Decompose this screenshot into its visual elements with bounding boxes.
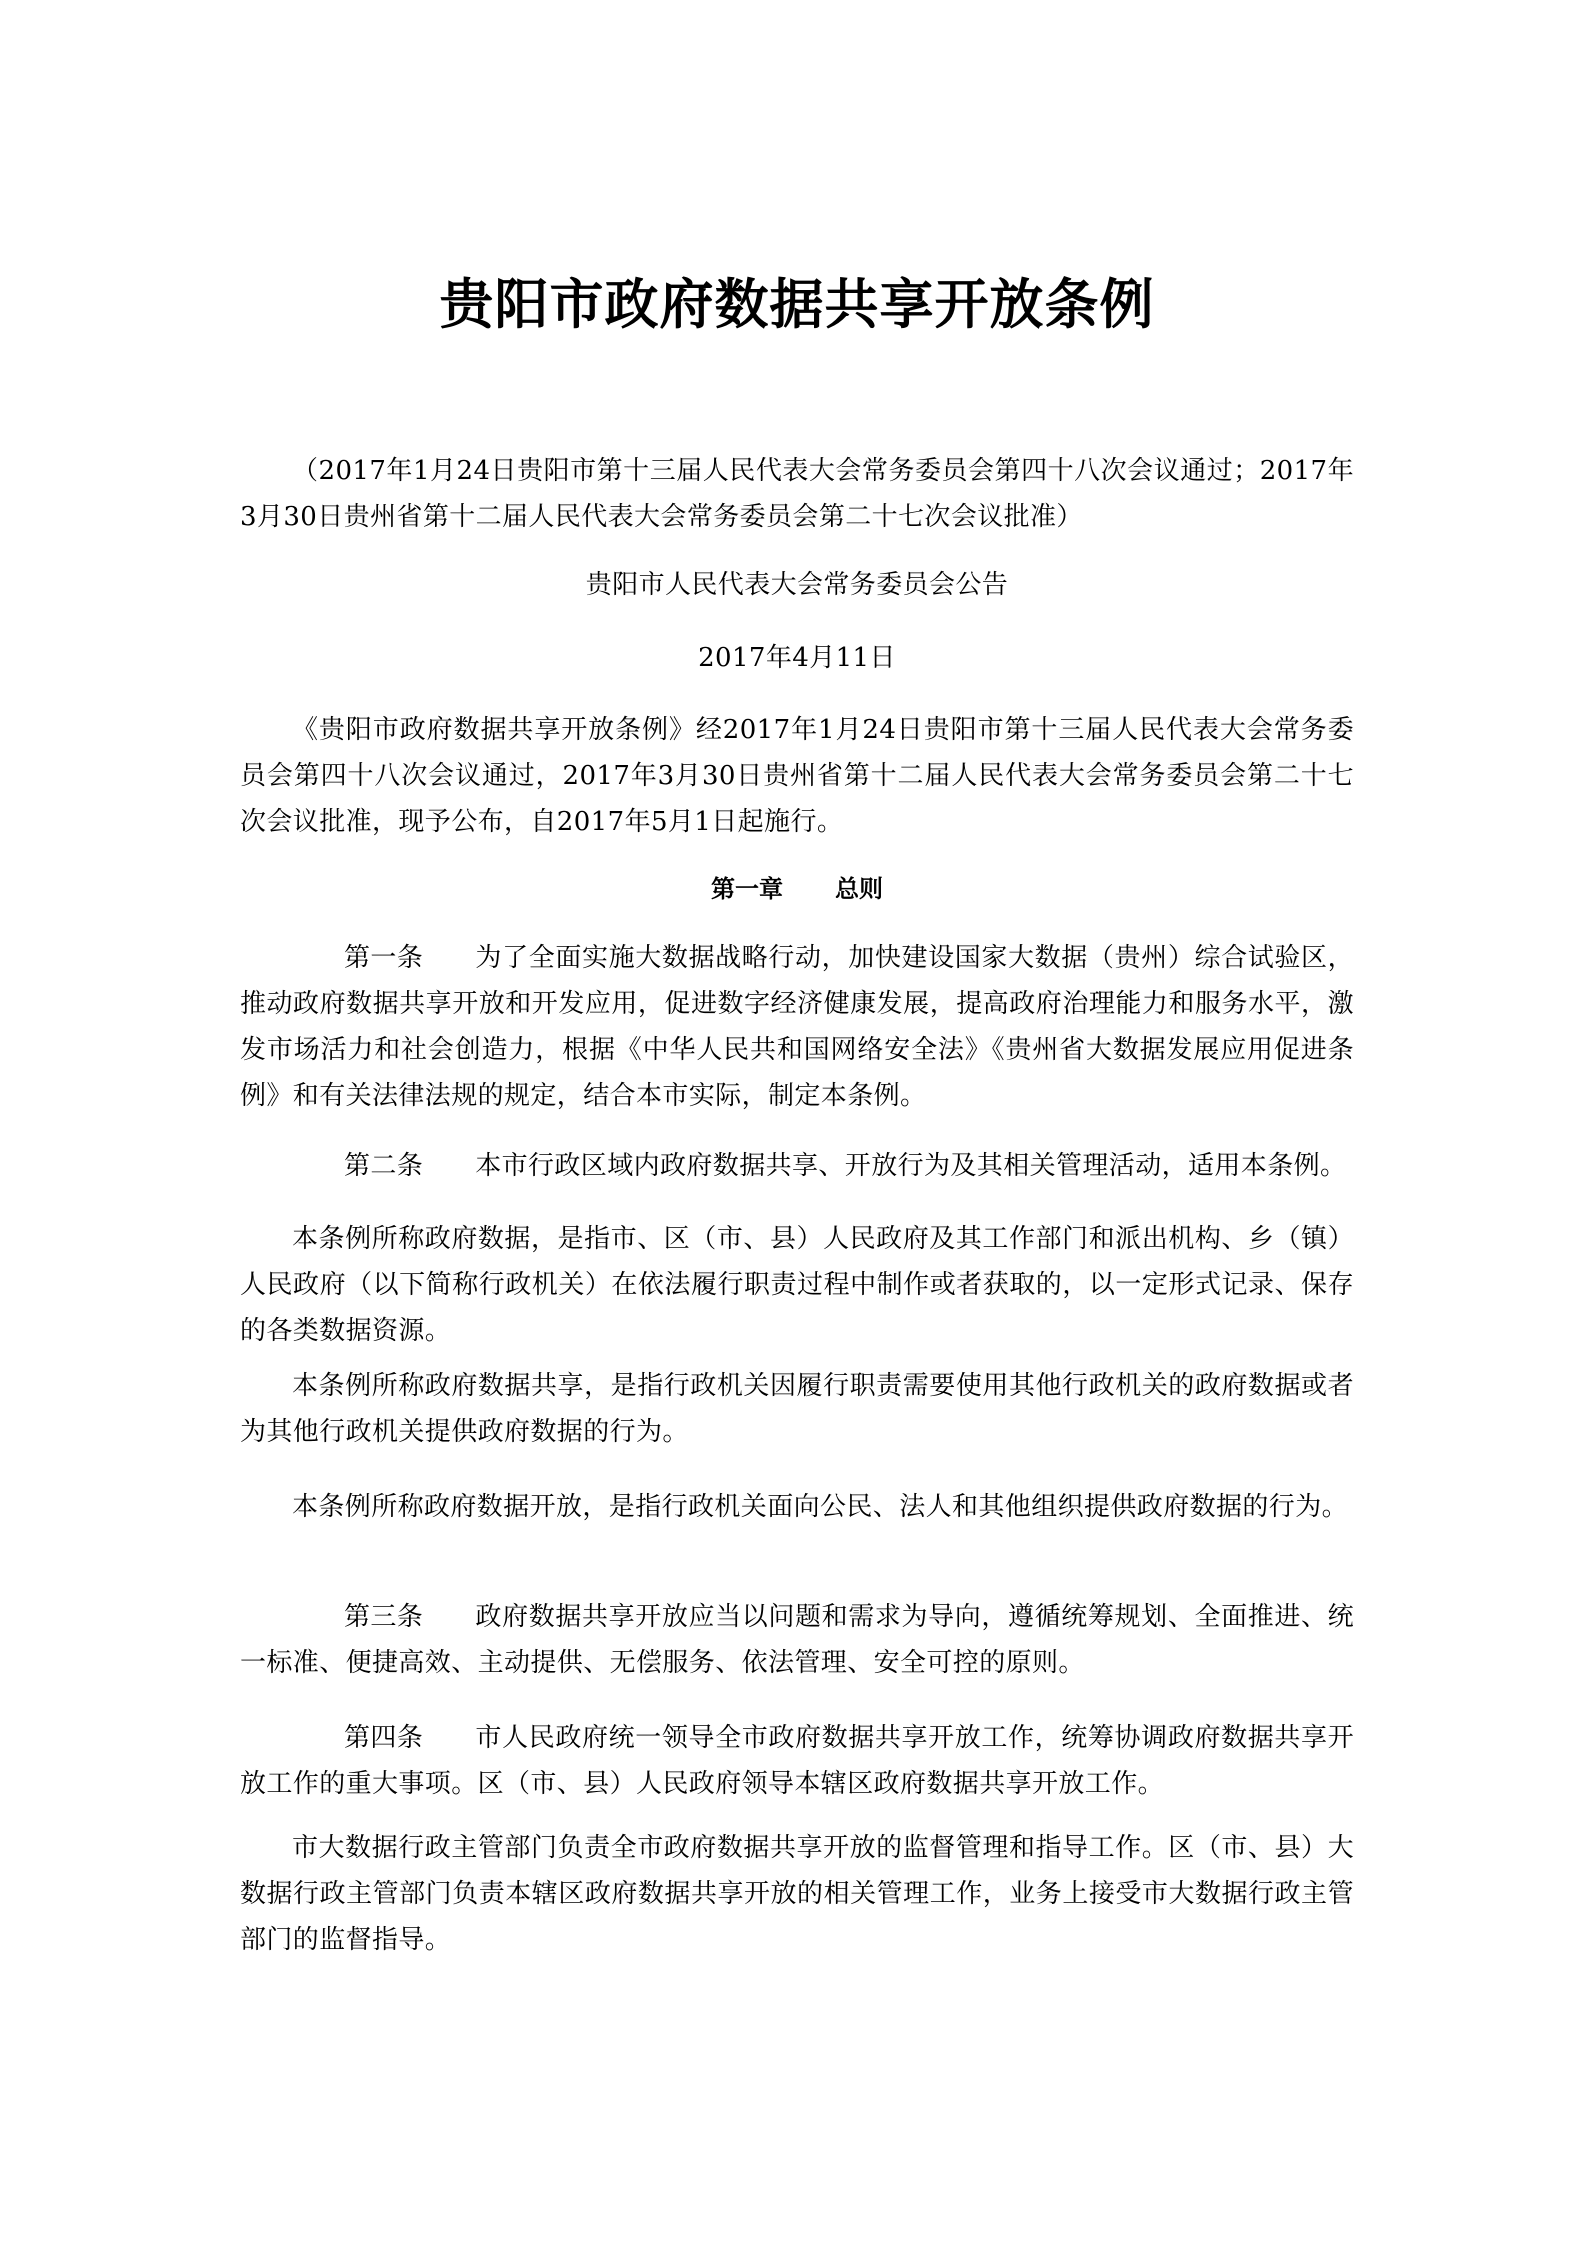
article-4-clause-2: 市大数据行政主管部门负责全市政府数据共享开放的监督管理和指导工作。区（市、县）大数据行政主管部门负责本辖区政府数据共享开放的相关管理工作，业务上接受市大数据行政主管部门的监督指导。 (240, 1833, 1354, 1955)
article-number: 第三条 (344, 1602, 424, 1632)
article-text: 政府数据共享开放应当以问题和需求为导向，遵循统筹规划、全面推进、统一标准、便捷高效、主动提供、无偿服务、依法管理、安全可控的原则。 (240, 1602, 1354, 1678)
chapter-heading (240, 866, 1354, 912)
article-text: 市人民政府统一领导全市政府数据共享开放工作，统筹协调政府数据共享开放工作的重大事项。区（市、县）人民政府领导本辖区政府数据共享开放工作。 (240, 1723, 1354, 1799)
article-2-clause-4: 本条例所称政府数据开放，是指行政机关面向公民、法人和其他组织提供政府数据的行为。 (292, 1492, 1349, 1522)
document-title: 贵阳市政府数据共享开放条例 (439, 273, 1155, 336)
article-text: 为了全面实施大数据战略行动，加快建设国家大数据（贵州）综合试验区，推动政府数据共享开放和开发应用，促进数字经济健康发展，提高政府治理能力和服务水平，激发市场活力和社会创造力，根据《中华人民共和国网络安全法》《贵州省大数据发展应用促进条例》和有关法律法规的规定，结合本市实际，制定本条例。 (240, 943, 1354, 1111)
adoption-note: （2017年1月24日贵阳市第十三届人民代表大会常务委员会第四十八次会议通过；2017年3月30日贵州省第十二届人民代表大会常务委员会第二十七次会议批准） (240, 456, 1354, 532)
article-3 (240, 1594, 1354, 1686)
article-number: 第二条 (344, 1151, 424, 1181)
article-1 (240, 935, 1354, 1119)
article-4 (240, 1715, 1354, 1807)
announcement-date: 2017年4月11日 (698, 643, 896, 673)
chapter-name: 总则 (835, 875, 883, 903)
article-number: 第四条 (344, 1723, 424, 1753)
chapter-number: 第一章 (711, 875, 783, 903)
article-text: 本市行政区域内政府数据共享、开放行为及其相关管理活动，适用本条例。 (475, 1151, 1347, 1181)
article-2-clause-3: 本条例所称政府数据共享，是指行政机关因履行职责需要使用其他行政机关的政府数据或者为其他行政机关提供政府数据的行为。 (240, 1371, 1354, 1447)
article-2-clause-2: 本条例所称政府数据，是指市、区（市、县）人民政府及其工作部门和派出机构、乡（镇）人民政府（以下简称行政机关）在依法履行职责过程中制作或者获取的，以一定形式记录、保存的各类数据资源。 (240, 1224, 1354, 1346)
article-number: 第一条 (344, 943, 424, 973)
announcement-issuer: 贵阳市人民代表大会常务委员会公告 (585, 570, 1009, 600)
article-2 (240, 1143, 1354, 1189)
announcement-body: 《贵阳市政府数据共享开放条例》经2017年1月24日贵阳市第十三届人民代表大会常务委员会第四十八次会议通过，2017年3月30日贵州省第十二届人民代表大会常务委员会第二十七次会议批准，现予公布，自2017年5月1日起施行。 (240, 715, 1354, 837)
